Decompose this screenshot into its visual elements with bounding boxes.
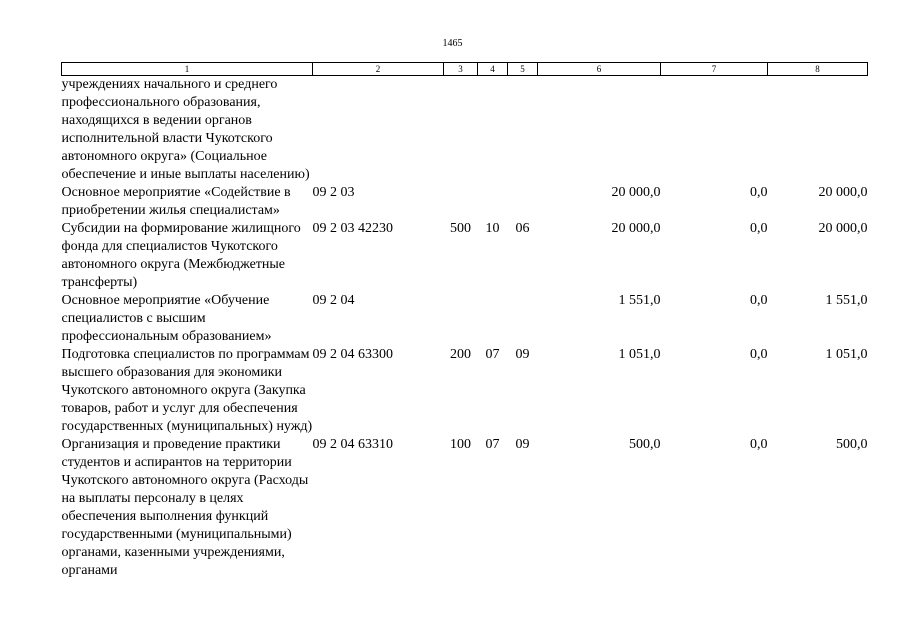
row-col7: 0,0 — [750, 347, 768, 362]
row-code: 09 2 04 63310 — [312, 437, 393, 452]
row-code: 09 2 03 — [312, 185, 355, 200]
row-code: 09 2 04 — [312, 293, 355, 308]
table-row — [62, 436, 868, 580]
row-name-text: Субсидии на формирование жилищного фонда для специалистов Чукотского автономного округа (Межбюджетные трансферты) — [61, 221, 301, 290]
row-col4 — [478, 76, 508, 185]
column-header-3: 3 — [444, 63, 478, 76]
row-code — [313, 76, 444, 185]
row-col6: 1 051,0 — [618, 347, 661, 362]
row-name-text: учреждениях начального и среднего профессионального образования, находящихся в ведении органов исполнительной власти Чукотского автономного округа» (Социальное обеспечение и иные выплаты населению) — [61, 77, 310, 182]
column-header-5: 5 — [508, 63, 538, 76]
row-col3 — [444, 184, 478, 220]
row-name-text: Подготовка специалистов по программам высшего образования для экономики Чукотского автономного округа (Закупка товаров, работ и услуг для обеспечения государственных (муниципальных) нужд) — [61, 347, 313, 434]
row-col3: 500 — [450, 221, 471, 236]
row-col8: 20 000,0 — [818, 221, 868, 236]
row-name — [62, 220, 313, 292]
row-col4 — [478, 292, 508, 346]
row-name-text: Основное мероприятие «Обучение специалистов с высшим профессиональным образованием» — [61, 293, 272, 344]
row-col3 — [444, 76, 478, 185]
column-header-6: 6 — [538, 63, 661, 76]
row-name — [62, 292, 313, 346]
row-col5 — [508, 292, 538, 346]
row-code: 09 2 03 42230 — [312, 221, 393, 236]
row-col6 — [538, 76, 661, 185]
row-col4: 10 — [485, 221, 500, 236]
row-col4: 07 — [485, 347, 500, 362]
row-col5: 09 — [515, 347, 530, 362]
row-name — [62, 76, 313, 185]
table-body — [62, 76, 868, 581]
column-header-8: 8 — [768, 63, 868, 76]
row-col7: 0,0 — [750, 185, 768, 200]
row-col8: 1 551,0 — [825, 293, 868, 308]
row-col5: 09 — [515, 437, 530, 452]
row-col7 — [661, 76, 768, 185]
row-name-text: Основное мероприятие «Содействие в приобретении жилья специалистам» — [61, 185, 291, 218]
row-col5 — [508, 184, 538, 220]
table-row — [62, 220, 868, 292]
page-number: 1465 — [442, 38, 463, 49]
row-col5: 06 — [515, 221, 530, 236]
row-col8: 20 000,0 — [818, 185, 868, 200]
column-header-7: 7 — [661, 63, 768, 76]
row-col6: 500,0 — [629, 437, 661, 452]
row-col3: 100 — [450, 437, 471, 452]
row-col6: 1 551,0 — [618, 293, 661, 308]
table-row — [62, 346, 868, 436]
row-code: 09 2 04 63300 — [312, 347, 393, 362]
row-col7: 0,0 — [750, 293, 768, 308]
table-row — [62, 292, 868, 346]
row-name-text: Организация и проведение практики студентов и аспирантов на территории Чукотского автономного округа (Расходы на выплаты персоналу в целях обеспечения выполнения функций государственными (муниципальными) органами, казенными учреждениями, органами — [61, 437, 309, 578]
row-col4 — [478, 184, 508, 220]
row-col8 — [768, 76, 868, 185]
row-col7: 0,0 — [750, 437, 768, 452]
column-header-1: 1 — [62, 63, 313, 76]
budget-table — [61, 62, 868, 580]
row-col6: 20 000,0 — [611, 185, 661, 200]
row-col3 — [444, 292, 478, 346]
table-row — [62, 184, 868, 220]
row-col7: 0,0 — [750, 221, 768, 236]
row-name — [62, 184, 313, 220]
row-name — [62, 436, 313, 580]
row-name — [62, 346, 313, 436]
row-col8: 500,0 — [836, 437, 868, 452]
column-header-4: 4 — [478, 63, 508, 76]
table-row — [62, 76, 868, 185]
row-col8: 1 051,0 — [825, 347, 868, 362]
row-col6: 20 000,0 — [611, 221, 661, 236]
row-col4: 07 — [485, 437, 500, 452]
row-col5 — [508, 76, 538, 185]
row-col3: 200 — [450, 347, 471, 362]
table-header — [62, 63, 868, 76]
column-header-2: 2 — [313, 63, 444, 76]
